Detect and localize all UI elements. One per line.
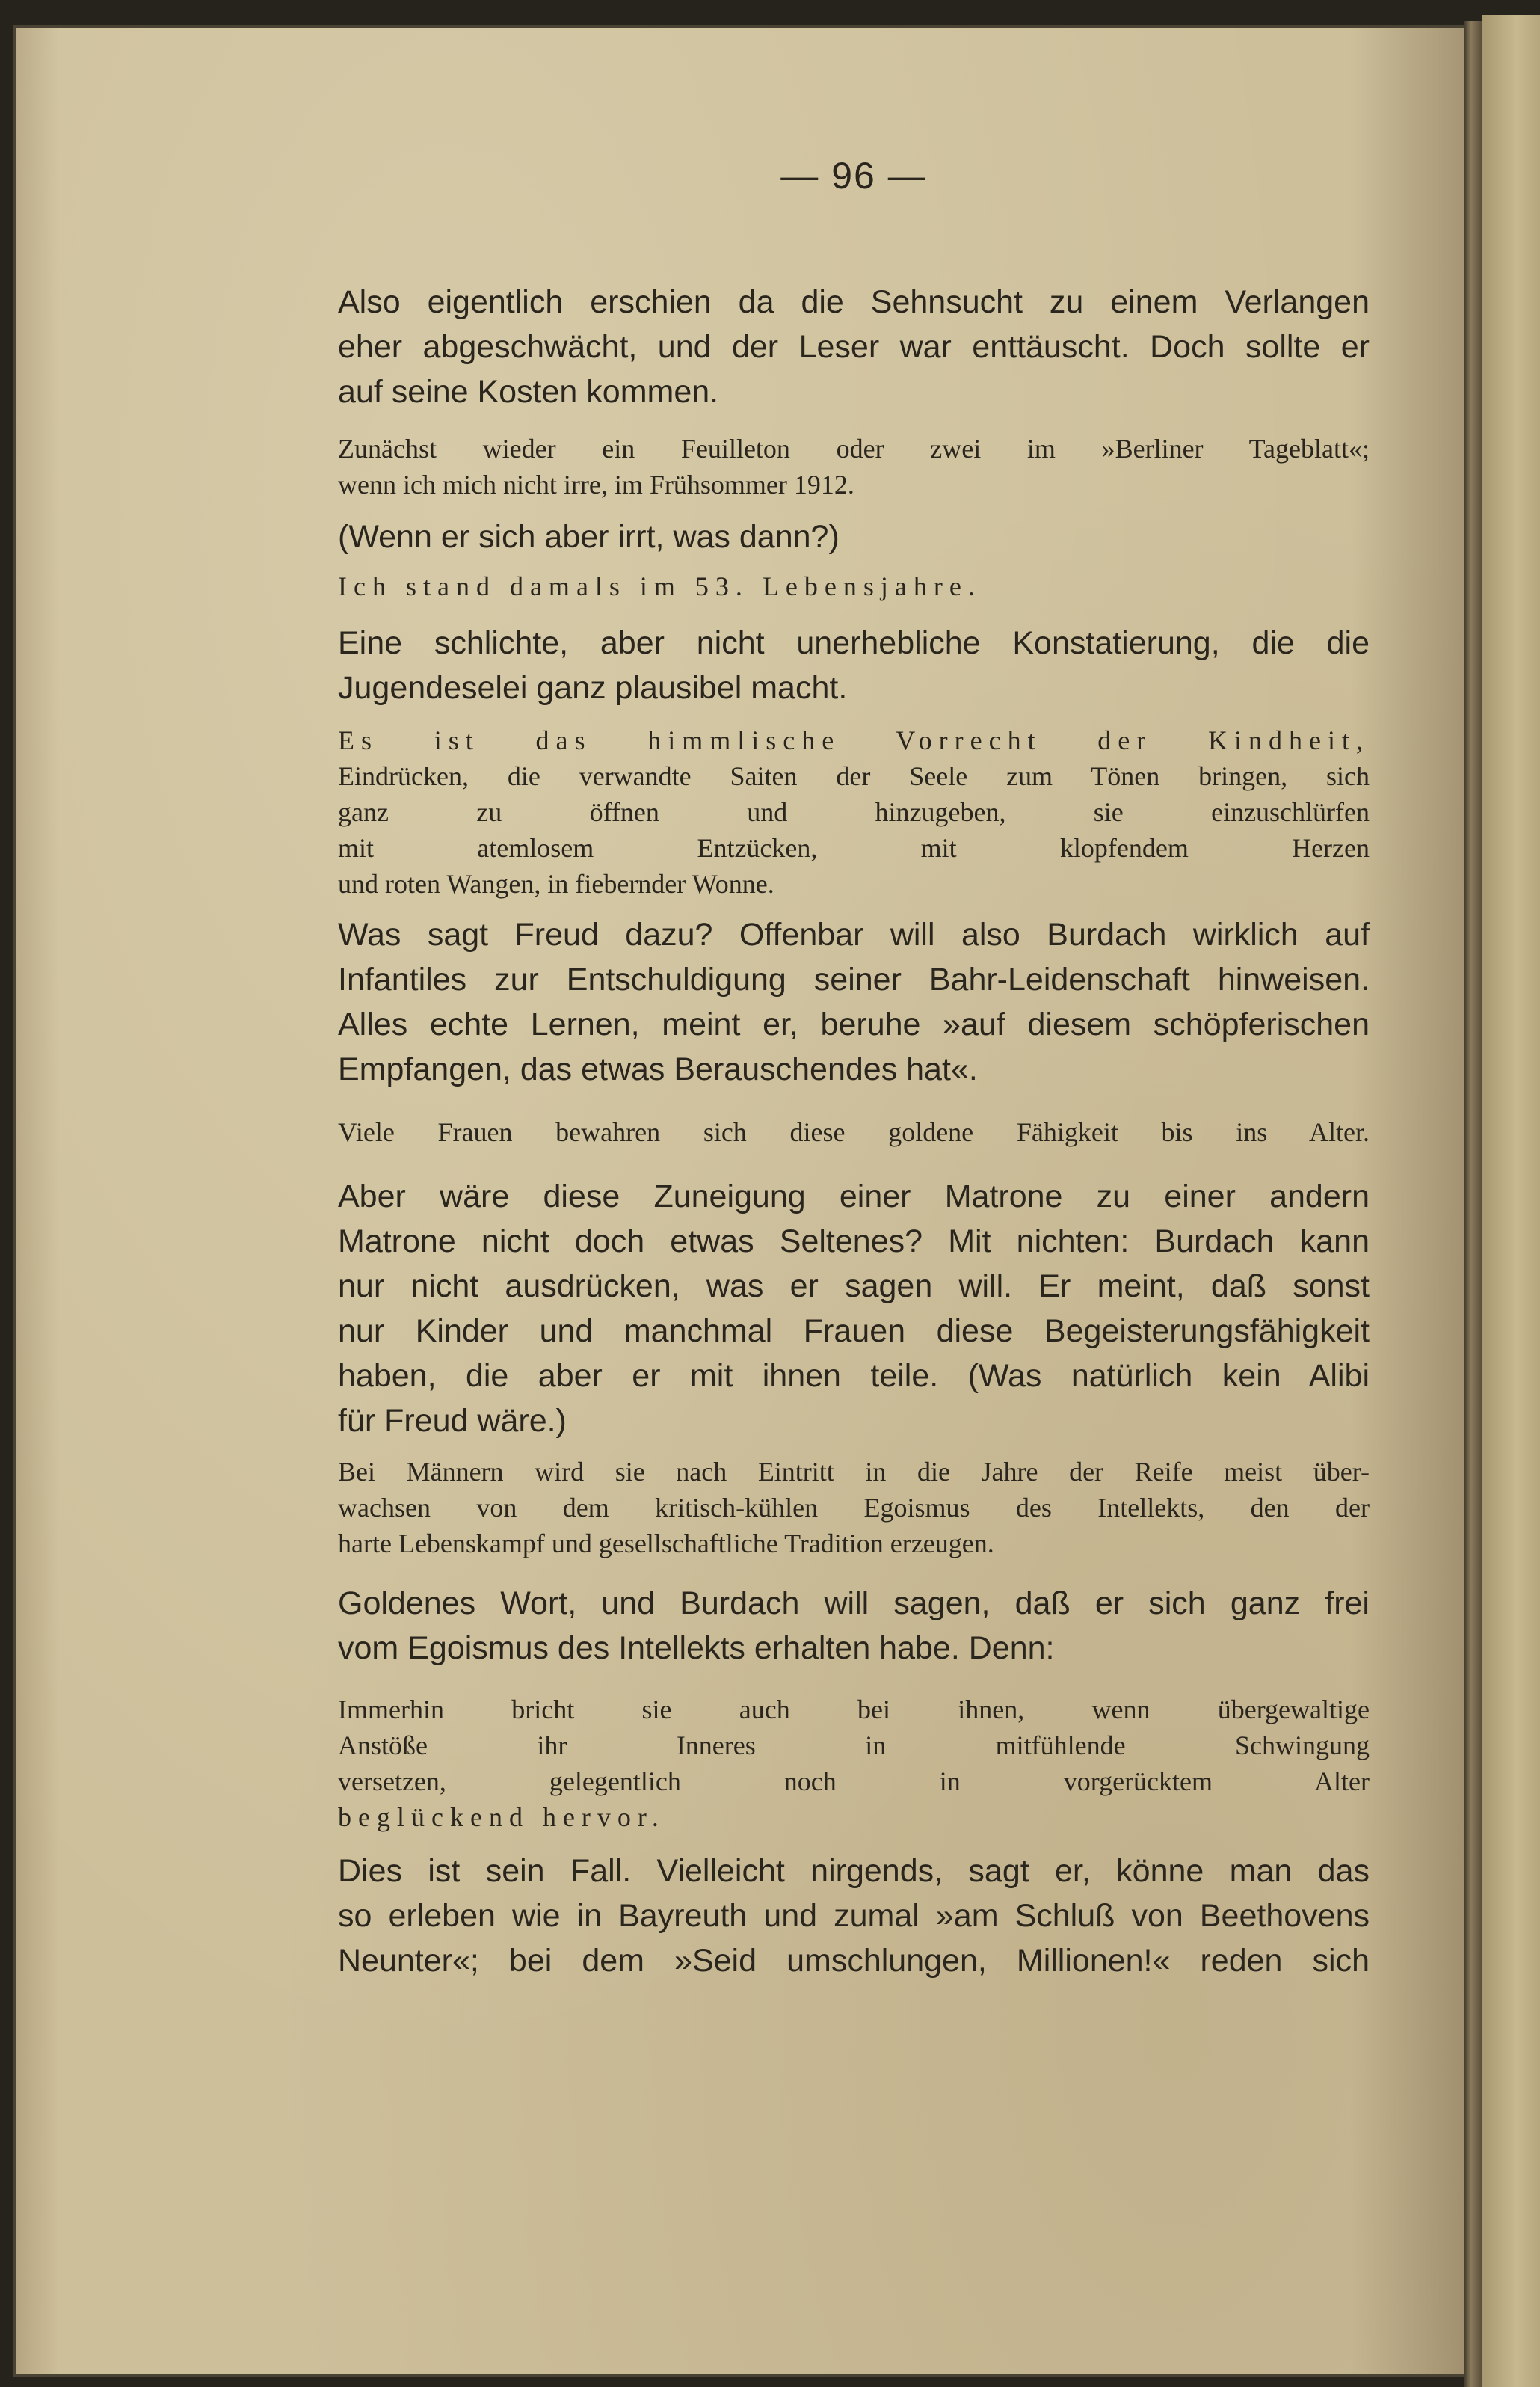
- text-line: Aber wäre diese Zuneigung einer Matrone zu einer andern: [338, 1179, 1370, 1214]
- text-line: harte Lebenskampf und gesellschaftliche Tradition erzeugen.: [338, 1529, 994, 1558]
- text-line: Ich stand damals im 53. Lebensjahre.: [338, 571, 982, 601]
- text-line: Es ist das himmlische Vorrecht der Kindheit,: [338, 725, 1370, 755]
- text-line: nur nicht ausdrücken, was er sagen will. Er meint, daß sonst: [338, 1268, 1370, 1304]
- quotation: [338, 1114, 1370, 1150]
- text-line: versetzen, gelegentlich noch in vorgerücktem Alter: [338, 1766, 1370, 1796]
- text-line: für Freud wäre.): [338, 1403, 567, 1439]
- text-line: Eindrücken, die verwandte Saiten der Seele zum Tönen bringen, sich: [338, 761, 1370, 791]
- text-line: Anstöße ihr Inneres in mitfühlende Schwingung: [338, 1730, 1370, 1760]
- text-line: auf seine Kosten kommen.: [338, 374, 719, 410]
- text-line: Eine schlichte, aber nicht unerhebliche Konstatierung, die die: [338, 625, 1370, 661]
- quotation: [338, 1692, 1370, 1835]
- paragraph: [338, 621, 1370, 710]
- paragraph: [338, 280, 1370, 414]
- text-line: beglückend hervor.: [338, 1802, 665, 1832]
- text-line: Also eigentlich erschien da die Sehnsucht zu einem Verlangen: [338, 284, 1370, 320]
- text-line: Jugendeselei ganz plausibel macht.: [338, 670, 848, 706]
- text-line: Alles echte Lernen, meint er, beruhe »auf diesem schöpferischen: [338, 1007, 1370, 1042]
- text-line: eher abgeschwächt, und der Leser war enttäuscht. Doch sollte er: [338, 329, 1370, 365]
- facing-page-edge: [1482, 15, 1540, 2387]
- paragraph: [338, 1581, 1370, 1671]
- text-line: so erleben wie in Bayreuth und zumal »am Schluß von Beethovens: [338, 1898, 1370, 1934]
- text-line: Infantiles zur Entschuldigung seiner Bahr-Leidenschaft hinweisen.: [338, 962, 1370, 998]
- paragraph: [338, 514, 1370, 559]
- text-line: nur Kinder und manchmal Frauen diese Begeisterungsfähigkeit: [338, 1313, 1370, 1349]
- text-line: mit atemlosem Entzücken, mit klopfendem Herzen: [338, 833, 1370, 863]
- text-line: Immerhin bricht sie auch bei ihnen, wenn übergewaltige: [338, 1695, 1370, 1724]
- text-line: haben, die aber er mit ihnen teile. (Was natürlich kein Alibi: [338, 1358, 1370, 1394]
- text-line: Neunter«; bei dem »Seid umschlungen, Millionen!« reden sich: [338, 1943, 1370, 1979]
- text-line: und roten Wangen, in fiebernder Wonne.: [338, 869, 774, 899]
- paragraph: [338, 912, 1370, 1092]
- page-number: — 96 —: [780, 155, 927, 197]
- book-spine: [1464, 21, 1482, 2387]
- text-line: Goldenes Wort, und Burdach will sagen, daß er sich ganz frei: [338, 1585, 1370, 1621]
- quotation: [338, 722, 1370, 902]
- text-line: Viele Frauen bewahren sich diese goldene Fähigkeit bis ins Alter.: [338, 1117, 1370, 1147]
- text-line: Dies ist sein Fall. Vielleicht nirgends, sagt er, könne man das: [338, 1853, 1370, 1889]
- text-line: Empfangen, das etwas Berauschendes hat«.: [338, 1051, 978, 1087]
- text-line: (Wenn er sich aber irrt, was dann?): [338, 519, 840, 555]
- quotation: [338, 568, 1370, 604]
- text-line: Matrone nicht doch etwas Seltenes? Mit nichten: Burdach kann: [338, 1223, 1370, 1259]
- quotation: [338, 1454, 1370, 1561]
- text-line: Bei Männern wird sie nach Eintritt in die Jahre der Reife meist über-: [338, 1457, 1370, 1487]
- text-line: Was sagt Freud dazu? Offenbar will also Burdach wirklich auf: [338, 917, 1370, 953]
- text-line: wachsen von dem kritisch-kühlen Egoismus des Intellekts, den der: [338, 1493, 1370, 1523]
- text-line: wenn ich mich nicht irre, im Frühsommer 1912.: [338, 470, 854, 500]
- text-line: vom Egoismus des Intellekts erhalten habe. Denn:: [338, 1630, 1055, 1666]
- paragraph: [338, 1174, 1370, 1443]
- text-line: Zunächst wieder ein Feuilleton oder zwei im »Berliner Tageblatt«;: [338, 434, 1370, 464]
- quotation: [338, 431, 1370, 503]
- paragraph: [338, 1849, 1370, 1983]
- text-line: ganz zu öffnen und hinzugeben, sie einzuschlürfen: [338, 797, 1370, 827]
